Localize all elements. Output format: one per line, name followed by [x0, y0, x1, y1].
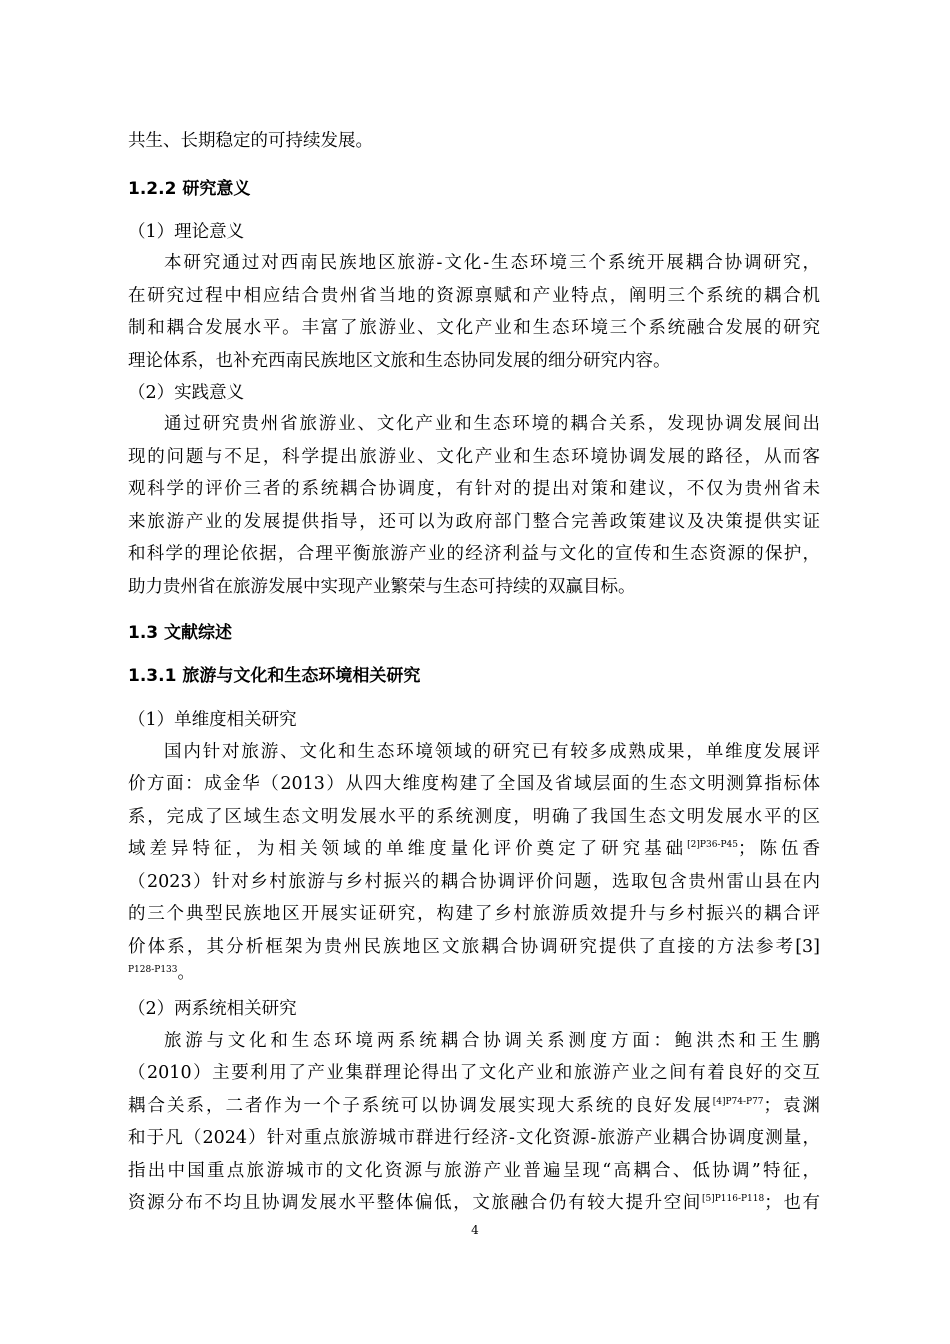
body-line: 共生、长期稳定的可持续发展。 — [128, 131, 373, 151]
body-text: 。 — [177, 963, 195, 983]
body-text: 资源分布不均且协调发展水平整体偏低，文旅融合仍有较大提升空间 — [128, 1193, 702, 1213]
section-heading: 1.3 文献综述 — [128, 623, 233, 643]
body-line: （2023）针对乡村旅游与乡村振兴的耦合协调评价问题，选取包含贵州雷山县在内 — [128, 872, 820, 892]
body-line — [128, 1191, 820, 1215]
body-line: 理论体系，也补充西南民族地区文旅和生态协同发展的细分研究内容。 — [128, 351, 671, 371]
citation: P128-P133 — [128, 965, 178, 975]
body-line: 通过研究贵州省旅游业、文化产业和生态环境的耦合关系，发现协调发展间出 — [164, 414, 820, 434]
citation: [4]P74-P77 — [712, 1097, 764, 1107]
body-line: 观科学的评价三者的系统耦合协调度，有针对的提出对策和建议，不仅为贵州省未 — [128, 479, 820, 499]
body-line — [128, 837, 820, 861]
section-heading: 1.3.1 旅游与文化和生态环境相关研究 — [128, 666, 421, 686]
citation-continuation — [128, 963, 195, 983]
body-line: 指出中国重点旅游城市的文化资源与旅游产业普遍呈现“高耦合、低协调”特征， — [128, 1161, 820, 1181]
body-line: 现的问题与不足，科学提出旅游业、文化产业和生态环境协调发展的路径，从而客 — [128, 447, 820, 467]
body-line: 和科学的理论依据，合理平衡旅游产业的经济利益与文化的宣传和生态资源的保护， — [128, 544, 820, 564]
page-number: 4 — [471, 1223, 479, 1237]
body-text: ；袁渊 — [763, 1096, 821, 1116]
body-line: 国内针对旅游、文化和生态环境领域的研究已有较多成熟成果，单维度发展评 — [164, 742, 820, 762]
body-line: 旅游与文化和生态环境两系统耦合协调关系测度方面：鲍洪杰和王生鹏 — [164, 1031, 820, 1051]
body-text: ；陈伍香 — [737, 839, 821, 859]
body-line: 本研究通过对西南民族地区旅游-文化-生态环境三个系统开展耦合协调研究， — [164, 253, 820, 273]
body-line: 在研究过程中相应结合贵州省当地的资源禀赋和产业特点，阐明三个系统的耦合机 — [128, 286, 820, 306]
citation: [5]P116-P118 — [701, 1194, 765, 1204]
body-line: 价方面：成金华（2013）从四大维度构建了全国及省域层面的生态文明测算指标体 — [128, 774, 820, 794]
section-heading: 1.2.2 研究意义 — [128, 179, 251, 199]
body-line: 和于凡（2024）针对重点旅游城市群进行经济-文化资源-旅游产业耦合协调度测量， — [128, 1128, 820, 1148]
body-line: 来旅游产业的发展提供指导，还可以为政府部门整合完善政策建议及决策提供实证 — [128, 512, 820, 532]
body-line: 价体系，其分析框架为贵州民族地区文旅耦合协调研究提供了直接的方法参考[3] — [128, 937, 820, 957]
citation: [2]P36-P45 — [687, 840, 738, 850]
body-line: 的三个典型民族地区开展实证研究，构建了乡村旅游质效提升与乡村振兴的耦合评 — [128, 904, 820, 924]
body-line: 系，完成了区域生态文明发展水平的系统测度，明确了我国生态文明发展水平的区 — [128, 807, 820, 827]
body-line: 助力贵州省在旅游发展中实现产业繁荣与生态可持续的双赢目标。 — [128, 577, 636, 597]
subsection-label: （1）单维度相关研究 — [128, 710, 297, 730]
body-line: （2010）主要利用了产业集群理论得出了文化产业和旅游产业之间有着良好的交互 — [128, 1063, 820, 1083]
body-text: 耦合关系，二者作为一个子系统可以协调发展实现大系统的良好发展 — [128, 1096, 713, 1116]
body-line: 制和耦合发展水平。丰富了旅游业、文化产业和生态环境三个系统融合发展的研究 — [128, 318, 820, 338]
body-text: 域差异特征，为相关领域的单维度量化评价奠定了研究基础 — [128, 839, 688, 859]
subsection-label: （2）两系统相关研究 — [128, 999, 297, 1019]
body-line — [128, 1094, 820, 1118]
body-text: ；也有 — [764, 1193, 820, 1213]
subsection-label: （2）实践意义 — [128, 383, 245, 403]
subsection-label: （1）理论意义 — [128, 222, 245, 242]
